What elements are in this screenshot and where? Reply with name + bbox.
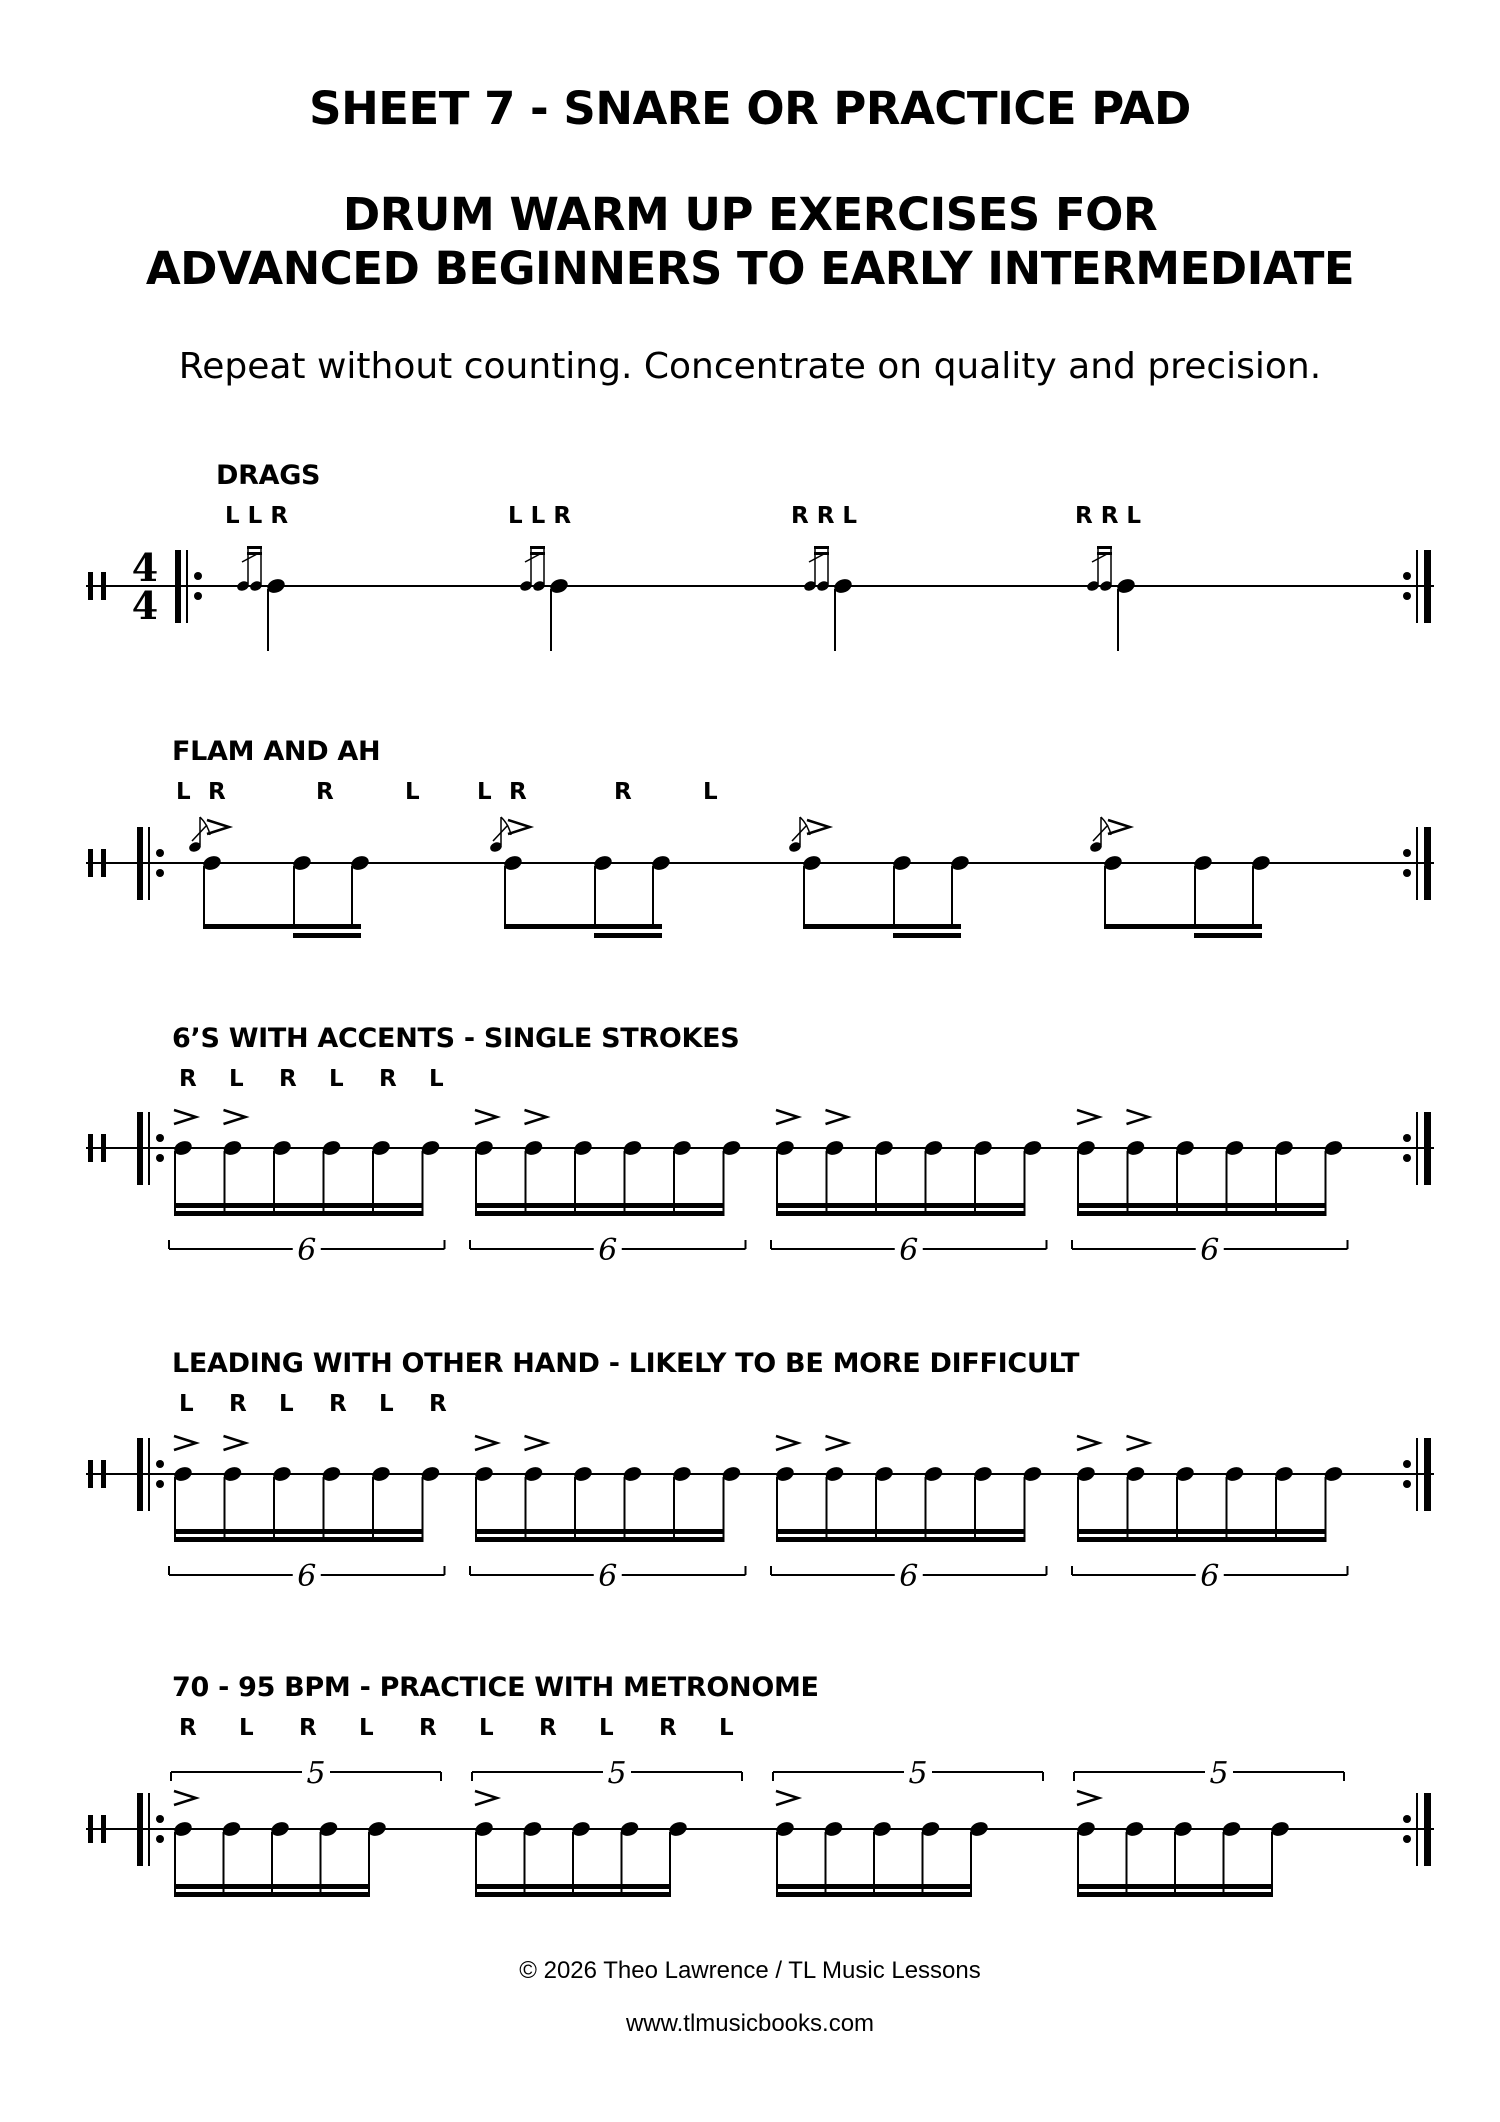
repeat-dot [1403,869,1411,877]
percussion-clef-left [88,1460,93,1488]
sticking-label: L L R [225,503,289,529]
tuplet-number: 5 [1209,1756,1229,1791]
tuplet-number: 6 [899,1233,919,1268]
percussion-clef-right [101,572,106,600]
accent-mark [776,1791,798,1805]
beam [803,924,961,929]
sticking-label: R [379,1066,397,1092]
repeat-dot [194,572,202,580]
grace-slash [242,554,257,562]
beam [1077,1892,1273,1897]
sticking-label: R [208,779,226,805]
sticking-label: L [379,1391,394,1417]
repeat-start-thick-bar [175,550,181,623]
accent-mark [826,1436,848,1450]
grace-slash [525,554,540,562]
sticking-label: L [359,1715,374,1741]
website-text: www.tlmusicbooks.com [625,2010,875,2037]
percussion-clef-left [88,1815,93,1843]
repeat-dot [156,1835,164,1843]
sticking-label: R [179,1066,197,1092]
tuplet-number: 6 [1200,1233,1220,1268]
time-signature-top: 4 [131,545,159,590]
beam [1077,1537,1327,1542]
sticking-label: R [614,779,632,805]
exercise-heading-metronome: 70 - 95 BPM - PRACTICE WITH METRONOME [172,1672,819,1703]
repeat-dot [156,1134,164,1142]
sticking-label: R [299,1715,317,1741]
accent-mark [224,1110,246,1124]
time-signature-bottom: 4 [131,583,159,628]
sticking-label: L [719,1715,734,1741]
sticking-label: R [279,1066,297,1092]
beam [776,1529,1026,1534]
repeat-dot [1403,1480,1411,1488]
accent-mark [525,1436,547,1450]
accent-mark [776,1436,798,1450]
sticking-label: L [429,1066,444,1092]
repeat-dot [1403,1460,1411,1468]
accent-mark [508,820,530,834]
subtitle-line-1: DRUM WARM UP EXERCISES FOR [342,188,1158,241]
sticking-label: R R L [791,503,858,529]
accent-mark [475,1110,497,1124]
accent-mark [174,1791,196,1805]
accent-mark [174,1110,196,1124]
beam [174,1211,424,1216]
repeat-dot [156,869,164,877]
beam [293,933,361,938]
sticking-label: L [179,1391,194,1417]
grace-slash [809,554,824,562]
accent-mark [1077,1110,1099,1124]
beam [776,1892,972,1897]
page-title: SHEET 7 - SNARE OR PRACTICE PAD [309,82,1191,135]
accent-mark [1127,1110,1149,1124]
beam [1104,924,1262,929]
accent-mark [475,1436,497,1450]
tuplet-number: 6 [598,1559,618,1594]
sticking-label: R [539,1715,557,1741]
repeat-start-thick-bar [137,1112,143,1185]
percussion-clef-right [101,1460,106,1488]
accent-mark [807,820,829,834]
beam [475,1211,725,1216]
beam [776,1884,972,1889]
repeat-end-thick-bar [1424,550,1431,623]
beam [174,1529,424,1534]
beam [203,924,361,929]
beam [174,1203,424,1208]
repeat-dot [1403,849,1411,857]
beam [1077,1529,1327,1534]
percussion-clef-right [101,849,106,877]
beam [174,1892,370,1897]
grace-beam [530,546,545,549]
sticking-label: L [599,1715,614,1741]
accent-mark [826,1110,848,1124]
beam [893,933,961,938]
accent-mark [1077,1791,1099,1805]
sticking-label: R [509,779,527,805]
subtitle-line-2: ADVANCED BEGINNERS TO EARLY INTERMEDIATE [145,242,1355,295]
accent-mark [1077,1436,1099,1450]
copyright-text: © 2026 Theo Lawrence / TL Music Lessons [519,1957,981,1984]
tuplet-number: 5 [908,1756,928,1791]
repeat-start-thick-bar [137,1793,143,1866]
sticking-label: L [703,779,718,805]
tuplet-number: 6 [1200,1559,1220,1594]
tuplet-number: 6 [297,1233,317,1268]
sticking-label: L [329,1066,344,1092]
tuplet-number: 6 [297,1559,317,1594]
beam [776,1203,1026,1208]
beam [1077,1884,1273,1889]
beam [776,1537,1026,1542]
beam [475,1884,671,1889]
repeat-dot [156,1154,164,1162]
grace-beam [247,546,262,549]
beam [1077,1203,1327,1208]
repeat-end-thick-bar [1424,1112,1431,1185]
beam [475,1537,725,1542]
beam [594,933,662,938]
exercise-heading-sixes: 6’S WITH ACCENTS - SINGLE STROKES [172,1023,740,1054]
repeat-dot [1403,1134,1411,1142]
accent-mark [174,1436,196,1450]
beam [475,1892,671,1897]
grace-beam [1097,546,1112,549]
accent-mark [525,1110,547,1124]
accent-mark [475,1791,497,1805]
tuplet-number: 5 [607,1756,627,1791]
percussion-clef-left [88,1134,93,1162]
beam [776,1211,1026,1216]
beam [1194,933,1262,938]
sticking-label: R [316,779,334,805]
repeat-start-thick-bar [137,827,143,900]
repeat-dot [156,1460,164,1468]
repeat-dot [156,1815,164,1823]
repeat-dot [156,1480,164,1488]
accent-mark [1127,1436,1149,1450]
exercise-heading-drags: DRAGS [216,460,321,491]
beam [475,1203,725,1208]
beam [1077,1211,1327,1216]
exercise-heading-leading-other-hand: LEADING WITH OTHER HAND - LIKELY TO BE MORE DIFFICULT [172,1348,1080,1379]
sticking-label: R [419,1715,437,1741]
repeat-start-thick-bar [137,1438,143,1511]
accent-mark [224,1436,246,1450]
tuplet-number: 6 [598,1233,618,1268]
beam [174,1884,370,1889]
accent-mark [1108,820,1130,834]
repeat-end-thick-bar [1424,1438,1431,1511]
accent-mark [776,1110,798,1124]
percussion-clef-right [101,1815,106,1843]
instruction-text: Repeat without counting. Concentrate on quality and precision. [178,346,1322,387]
percussion-clef-right [101,1134,106,1162]
sticking-label: R R L [1075,503,1142,529]
sticking-label: R [229,1391,247,1417]
grace-slash [1092,554,1107,562]
grace-beam [814,546,829,549]
sticking-label: R [179,1715,197,1741]
repeat-end-thick-bar [1424,827,1431,900]
repeat-dot [1403,592,1411,600]
sticking-label: L [479,1715,494,1741]
sticking-label: L [405,779,420,805]
sticking-label: L [279,1391,294,1417]
accent-mark [207,820,229,834]
repeat-dot [1403,1154,1411,1162]
percussion-clef-left [88,849,93,877]
sticking-label: R [429,1391,447,1417]
repeat-dot [194,592,202,600]
exercise-heading-flam-and-ah: FLAM AND AH [172,736,381,767]
percussion-clef-left [88,572,93,600]
beam [174,1537,424,1542]
sticking-label: L [176,779,191,805]
beam [504,924,662,929]
beam [475,1529,725,1534]
sticking-label: L L R [508,503,572,529]
sticking-label: L [229,1066,244,1092]
repeat-dot [1403,1835,1411,1843]
sticking-label: L [477,779,492,805]
sticking-label: L [239,1715,254,1741]
repeat-dot [156,849,164,857]
repeat-dot [1403,1815,1411,1823]
tuplet-number: 5 [306,1756,326,1791]
repeat-end-thick-bar [1424,1793,1431,1866]
tuplet-number: 6 [899,1559,919,1594]
sticking-label: R [329,1391,347,1417]
repeat-dot [1403,572,1411,580]
sticking-label: R [659,1715,677,1741]
